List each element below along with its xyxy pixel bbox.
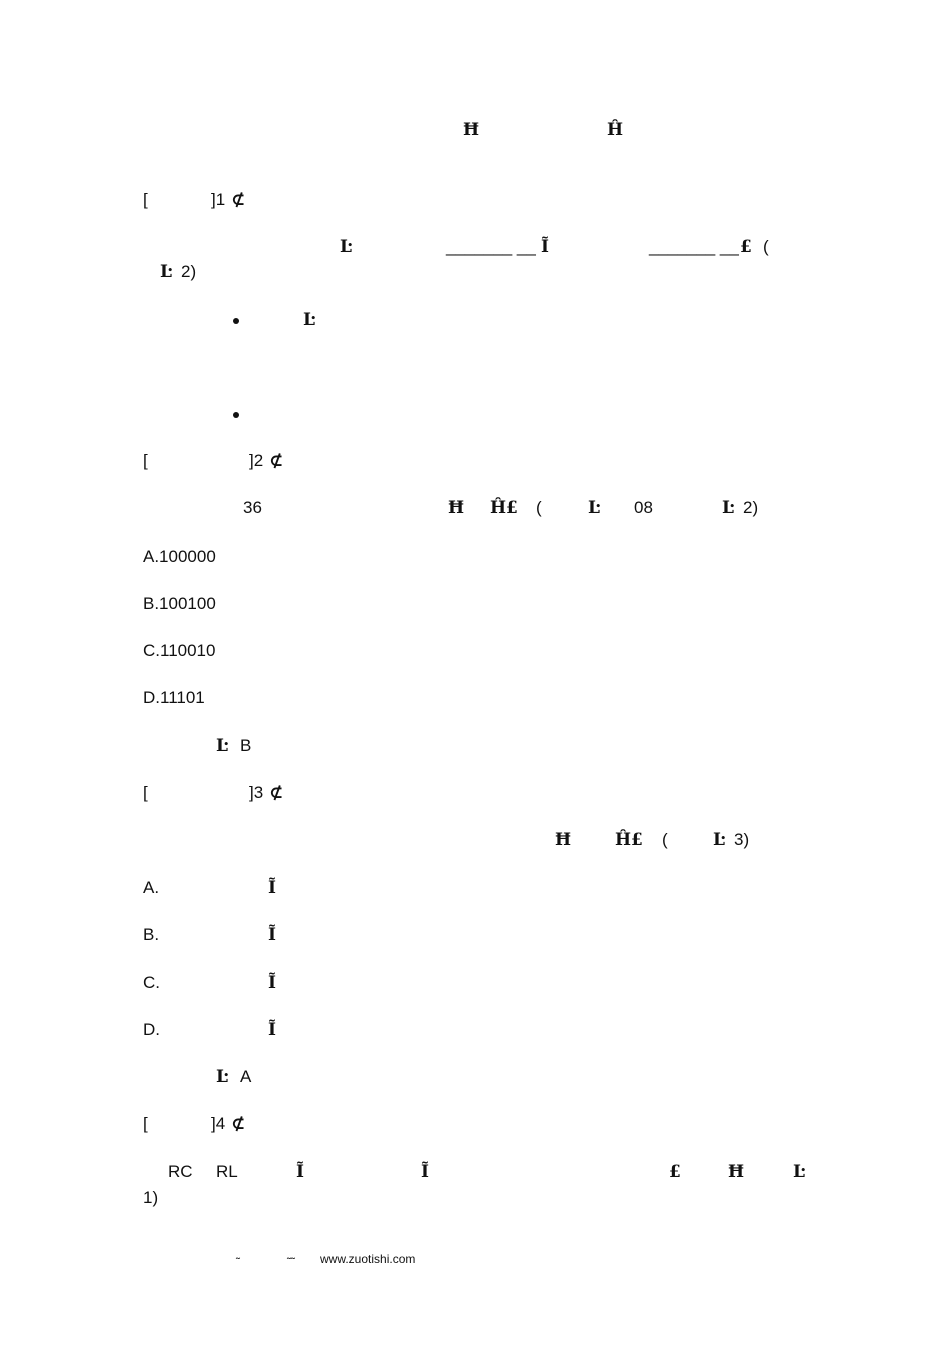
q1-blank-1: _______ __ xyxy=(446,237,536,256)
title-glyph-1: Ħ xyxy=(463,120,480,140)
footer-url: www.zuotishi.com xyxy=(320,1252,416,1266)
q2-stem-year: 08 xyxy=(634,498,653,517)
q3-header-glyph: ⊄ xyxy=(269,783,284,803)
q3-stem-paren: ( xyxy=(662,830,668,849)
footer-mark-2: ˜˜ xyxy=(287,1255,295,1269)
q4-stem-tail: 1) xyxy=(143,1188,159,1207)
q2-stem-glyph-3: Ŀ xyxy=(588,498,600,518)
q1-glyph-1: Ŀ xyxy=(340,237,352,257)
footer-mark-1: ˜ xyxy=(236,1255,240,1269)
q3-option-b-glyph: Ĩ xyxy=(268,925,276,945)
q2-answer: B xyxy=(240,736,252,755)
q1-paren: ( xyxy=(763,237,769,256)
q1-header-open: [ xyxy=(143,190,148,209)
q3-option-c-glyph: Ĩ xyxy=(268,973,276,993)
q3-answer: A xyxy=(240,1067,252,1086)
q4-stem-glyph-1: Ĩ xyxy=(296,1162,304,1182)
q2-header-number: ]2 xyxy=(249,451,264,470)
q2-option-d: D.11101 xyxy=(143,688,205,707)
q1-header-number: ]1 xyxy=(211,190,226,209)
q3-stem-glyph-3: Ŀ xyxy=(713,830,725,850)
q3-stem-glyph-1: Ħ xyxy=(555,830,572,850)
q4-header-open: [ xyxy=(143,1114,148,1133)
q4-stem-glyph-4: Ħ xyxy=(728,1162,745,1182)
q2-option-a: A.100000 xyxy=(143,547,216,566)
q4-stem-rl: RL xyxy=(216,1162,238,1181)
q3-option-d-glyph: Ĩ xyxy=(268,1020,276,1040)
q1-line2-text: 2) xyxy=(181,262,197,281)
q2-option-c: C.110010 xyxy=(143,641,216,660)
q3-option-a: A. xyxy=(143,878,160,897)
q3-header-number: ]3 xyxy=(249,783,264,802)
q4-stem-glyph-3: £ xyxy=(669,1162,681,1182)
q1-blank-2: _______ __ xyxy=(649,237,739,256)
q2-header-open: [ xyxy=(143,451,148,470)
q3-stem-tail: 3) xyxy=(734,830,750,849)
q2-stem-paren: ( xyxy=(536,498,542,517)
q3-option-b: B. xyxy=(143,925,160,944)
q2-option-b: B.100100 xyxy=(143,594,216,613)
q3-header-open: [ xyxy=(143,783,148,802)
q3-option-a-glyph: Ĩ xyxy=(268,878,276,898)
q4-stem-rc: RC xyxy=(168,1162,193,1181)
bullet-icon xyxy=(233,412,239,418)
q2-answer-glyph: Ŀ xyxy=(216,736,228,756)
q2-stem-glyph-2: Ĥ£ xyxy=(490,498,518,518)
q3-option-d: D. xyxy=(143,1020,160,1039)
q3-answer-glyph: Ŀ xyxy=(216,1067,228,1087)
q1-bullet1-glyph: Ŀ xyxy=(303,310,315,330)
q4-header-glyph: ⊄ xyxy=(231,1114,246,1134)
q2-stem-glyph-1: Ħ xyxy=(448,498,465,518)
q3-option-c: C. xyxy=(143,973,160,992)
q2-stem-tail: 2) xyxy=(743,498,759,517)
title-glyph-2: Ĥ xyxy=(607,120,624,140)
q3-stem-glyph-2: Ĥ£ xyxy=(615,830,643,850)
bullet-icon xyxy=(233,318,239,324)
q1-glyph-3: £ xyxy=(740,237,752,257)
q1-line2-glyph: Ŀ xyxy=(160,262,172,282)
q2-stem-glyph-4: Ŀ xyxy=(722,498,734,518)
q2-header-glyph: ⊄ xyxy=(269,451,284,471)
q4-stem-glyph-5: Ŀ xyxy=(793,1162,805,1182)
q4-stem-glyph-2: Ĩ xyxy=(421,1162,429,1182)
q1-header-glyph: ⊄ xyxy=(231,190,246,210)
q2-stem-num: 36 xyxy=(243,498,262,517)
q1-glyph-2: Ĩ xyxy=(541,237,549,257)
q4-header-number: ]4 xyxy=(211,1114,226,1133)
